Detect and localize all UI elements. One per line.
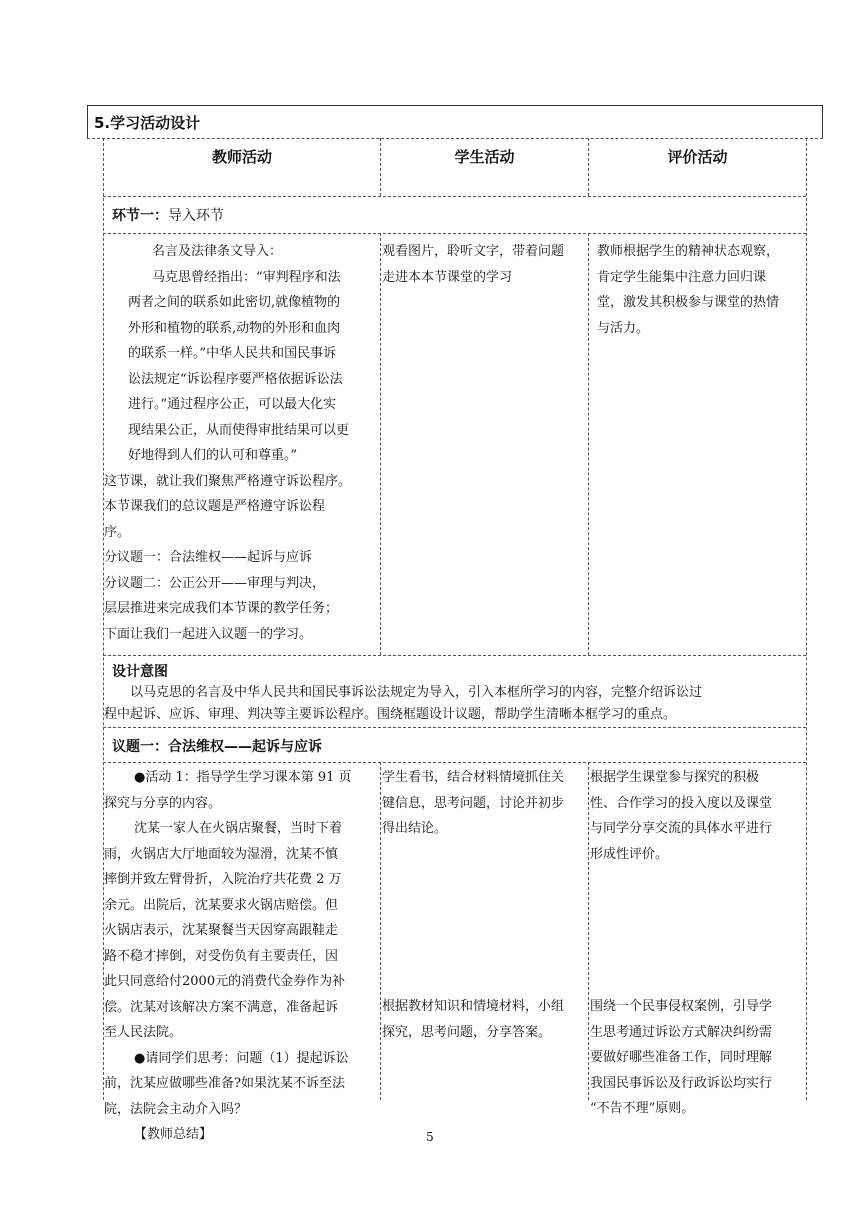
topic1-teacher-activity [104,765,380,1148]
evaluation-line: 与同学分享交流的具体水平进行 [590,821,773,836]
teacher-line: 本节课我们的总议题是严格遵守诉讼程 [104,499,326,514]
teacher-line: 火锅店表示，沈某聚餐当天因穿高跟鞋走 [104,923,339,938]
teacher-line: 讼法规定“诉讼程序要严格依据诉讼法 [128,371,343,387]
column-header-evaluation: 评价活动 [667,148,728,166]
teacher-line: 至人民法院。 [104,1025,183,1040]
teacher-line: 分议题二：公正公开——审理与判决， [104,575,326,591]
teacher-line: 现结果公正，从而使得审批结果可以更 [128,422,350,438]
evaluation-line: 形成性评价。 [590,846,669,862]
teacher-line: 外形和植物的联系,动物的外形和血肉 [128,320,341,336]
topic1-evaluation-activity-a [590,765,806,867]
design-intent-text [104,682,806,726]
teacher-line: 余元。出院后，沈某要求火锅店赔偿。但 [104,897,339,913]
teacher-line: 进行。”通过程序公正，可以最大化实 [128,397,337,412]
evaluation-line: 教师根据学生的精神状态观察， [597,244,780,259]
evaluation-line: 肯定学生能集中注意力回归课 [597,269,767,285]
topic1-evaluation-activity-b [590,994,806,1122]
design-intent-title: 设计意图 [112,664,168,680]
section-title: 5.学习活动设计 [94,114,201,132]
teacher-line: 【教师总结】 [134,1127,213,1142]
student-line: 学生看书，结合材料情境抓住关 [382,770,565,785]
segment1-teacher-activity [104,239,380,647]
student-line: 观看图片，聆听文字，带着问题 [382,244,565,259]
teacher-line: ●活动 1：指导学生学习课本第 91 页 [134,770,352,785]
evaluation-line: 我国民事诉讼及行政诉讼均实行 [590,1075,773,1091]
topic1-title: 议题一：合法维权——起诉与应诉 [112,739,322,755]
topic1-student-activity-b [382,994,588,1045]
teacher-line: 层层推进来完成我们本节课的教学任务； [104,601,339,616]
segment-title: 导入环节 [168,208,224,224]
teacher-line: 这节课，就让我们聚焦严格遵守诉讼程序。 [104,473,352,489]
teacher-line: 沈某一家人在火锅店聚餐，当时下着 [134,821,343,836]
teacher-line: 分议题一：合法维权——起诉与应诉 [104,550,313,565]
design-intent-line: 以马克思的名言及中华人民共和国民事诉讼法规定为导入，引入本框所学习的内容，完整介绍诉讼过 [130,685,703,700]
teacher-line: 两者之间的联系如此密切,就像植物的 [128,295,341,310]
column-header-teacher: 教师活动 [211,148,272,166]
teacher-line: 偿。沈某对该解决方案不满意，准备起诉 [104,999,339,1015]
segment-heading [112,205,224,225]
student-line: 探究，思考问题，分享答案。 [382,1024,552,1040]
teacher-line: 前，沈某应做哪些准备?如果沈某不诉至法 [104,1076,345,1091]
page-number: 5 [426,1130,434,1144]
teacher-line: 序。 [104,524,131,540]
teacher-line: 此只同意给付2000元的消费代金券作为补 [104,974,346,989]
student-line: 得出结论。 [382,821,448,836]
evaluation-line: “不告不理”原则。 [590,1101,695,1116]
teacher-line: 下面让我们一起进入议题一的学习。 [104,626,313,642]
evaluation-line: 与活力。 [597,320,650,336]
student-line: 走进本本节课堂的学习 [382,269,513,285]
teacher-line: 马克思曾经指出：“审判程序和法 [152,269,341,285]
student-line: 键信息，思考问题，讨论并初步 [382,795,565,811]
segment1-student-activity [382,239,588,290]
segment-label: 环节一： [112,208,168,224]
design-intent-line: 程中起诉、应诉、审理、判决等主要诉讼程序。围绕框题设计议题，帮助学生清晰本框学习的重点。 [104,707,677,722]
teacher-line: 雨，火锅店大厅地面较为湿滑，沈某不慎 [104,846,339,862]
column-header-student: 学生活动 [454,148,515,166]
teacher-line: 路不稳才摔倒，对受伤负有主要责任，因 [104,948,339,964]
evaluation-line: 堂，激发其积极参与课堂的热情 [597,295,780,310]
evaluation-line: 要做好哪些准备工作，同时理解 [590,1050,773,1065]
teacher-line: 名言及法律条文导入： [152,244,283,259]
teacher-line: 探究与分享的内容。 [104,795,222,811]
teacher-line: 院，法院会主动介入吗？ [104,1101,248,1117]
teacher-line: 摔倒并致左臂骨折，入院治疗共花费 2 万 [104,872,342,887]
segment1-evaluation-activity [597,239,806,341]
teacher-line: 好地得到人们的认可和尊重。” [128,448,298,463]
teacher-line: 的联系一样。”中华人民共和国民事诉 [128,346,337,361]
teacher-line: ●请同学们思考：问题（1）提起诉讼 [134,1050,349,1066]
evaluation-line: 生思考通过诉讼方式解决纠纷需 [590,1024,773,1040]
evaluation-line: 根据学生课堂参与探究的积极 [590,770,760,785]
topic1-student-activity-a [382,765,588,842]
evaluation-line: 围绕一个民事侵权案例，引导学 [590,999,773,1014]
student-line: 根据教材知识和情境材料，小组 [382,999,565,1014]
evaluation-line: 性、合作学习的投入度以及课堂 [590,795,773,811]
